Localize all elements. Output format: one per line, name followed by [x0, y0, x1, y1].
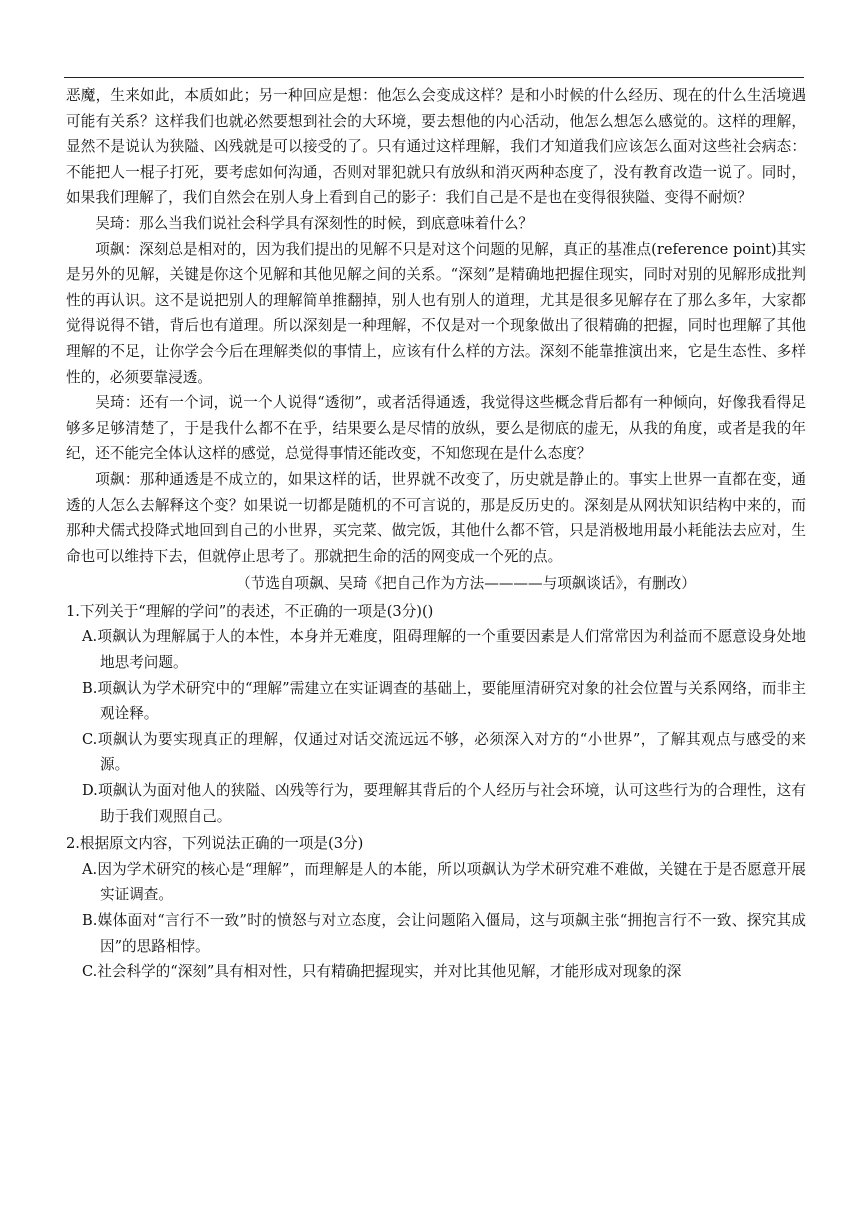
paragraph-1: 恶魔，生来如此，本质如此；另一种回应是想：他怎么会变成这样？是和小时候的什么经历、现在的什么生活境遇可能有关系？这样我们也就必然要想到社会的大环境，要去想他的内心活动，他怎么想怎么感觉的。这样的理解，显然不是说认为狭隘、凶残就是可以接受的了。只有通过这样理解，我们才知道我们应该怎么面对这些社会病态：不能把人一棍子打死，要考虑如何沟通，否则对罪犯就只有放纵和消灭两种态度了，没有教育改造一说了。同时，如果我们理解了，我们自然会在别人身上看到自己的影子：我们自己是不是也在变得很狭隘、变得不耐烦？ — [66, 87, 806, 207]
paragraph-5: 项飙：那种通透是不成立的，如果这样的话，世界就不改变了，历史就是静止的。事实上世界一直都在变，通透的人怎么去解释这个变？如果说一切都是随机的不可言说的，那是反历史的。深刻是从网状知识结构中来的，而那种犬儒式投降式地回到自己的小世界，买完菜、做完饭，其他什么都不管，只是消极地用最小耗能法去应对，生命也可以维持下去，但就停止思考了。那就把生命的活的网变成一个死的点。 — [66, 470, 806, 565]
source-citation: （节选自项飙、吴琦《把自己作为方法————与项飙谈话》，有删改） — [236, 575, 696, 593]
header-rule — [64, 77, 804, 78]
question-2-stem: 2.根据原文内容，下列说法正确的一项是(3分) — [66, 835, 364, 853]
document-content — [66, 83, 806, 985]
paragraph-4: 吴琦：还有一个词，说一个人说得“透彻”，或者活得通透，我觉得这些概念背后都有一种倾向，好像我看得足够多足够清楚了，于是我什么都不在乎，结果要么是尽情的放纵，要么是彻底的虚无，从我的角度，或者是我的年纪，还不能完全体认这样的感觉，总觉得事情还能改变，不知您现在是什么态度？ — [66, 394, 806, 463]
question-1-stem: 1.下列关于“理解的学问”的表述，不正确的一项是(3分)() — [66, 602, 434, 620]
question-2-option-a: A.因为学术研究的核心是“理解”，而理解是人的本能，所以项飙认为学术研究难不难做，关键在于是否愿意开展实证调查。 — [82, 860, 806, 904]
question-2-option-c: C.社会科学的“深刻”具有相对性，只有精确把握现实，并对比其他见解，才能形成对现象的深 — [82, 963, 682, 981]
paragraph-3: 项飙：深刻总是相对的，因为我们提出的见解不只是对这个问题的见解，真正的基准点(reference point)其实是另外的见解，关键是你这个见解和其他见解之间的关系。“深刻”是精确地把握住现实，同时对别的见解形成批判性的再认识。这不是说把别人的理解简单推翻掉，别人也有别人的道理，尤其是很多见解存在了那么多年，大家都觉得说得不错，背后也有道理。所以深刻是一种理解，不仅是对一个现象做出了很精确的把握，同时也理解了其他理解的不足，让你学会今后在理解类似的事情上，应该有什么样的方法。深刻不能靠推演出来，它是生态性、多样性的，必须要靠浸透。 — [66, 240, 806, 386]
question-2-option-b: B.媒体面对“言行不一致”时的愤怒与对立态度，会让问题陷入僵局，这与项飙主张“拥抱言行不一致、探究其成因”的思路相悖。 — [82, 912, 806, 955]
question-1-option-d: D.项飙认为面对他人的狭隘、凶残等行为，要理解其背后的个人经历与社会环境，认可这些行为的合理性，这有助于我们观照自己。 — [82, 782, 806, 825]
question-1-option-a: A.项飙认为理解属于人的本性，本身并无难度，阻碍理解的一个重要因素是人们常常因为利益而不愿意设身处地地思考问题。 — [82, 628, 806, 672]
question-1-option-b: B.项飙认为学术研究中的“理解”需建立在实证调查的基础上，要能厘清研究对象的社会位置与关系网络，而非主观诠释。 — [82, 679, 806, 723]
question-1-option-c: C.项飙认为要实现真正的理解，仅通过对话交流远远不够，必须深入对方的“小世界”，了解其观点与感受的来源。 — [82, 730, 806, 774]
paragraph-2: 吴琦：那么当我们说社会科学具有深刻性的时候，到底意味着什么？ — [95, 214, 534, 232]
